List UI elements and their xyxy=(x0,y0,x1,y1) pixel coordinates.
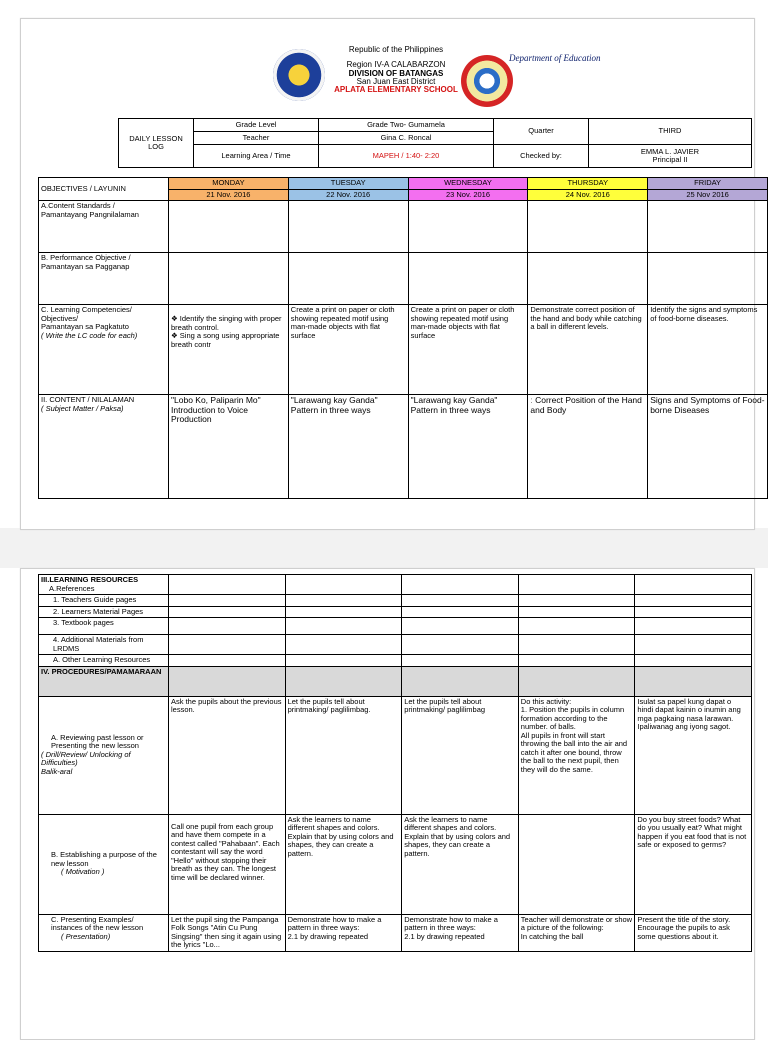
cell xyxy=(285,618,402,635)
cell xyxy=(285,655,402,667)
competency-monday: ❖ Identify the singing with proper breath control. ❖ Sing a song using appropriate breath contr xyxy=(169,305,289,395)
resources-cell xyxy=(39,575,169,595)
cell xyxy=(285,635,402,655)
content-monday: "Lobo Ko, Paliparin Mo" Introduction to Voice Production xyxy=(169,395,289,499)
region-line: Region IV-A CALABARZON xyxy=(346,60,446,69)
reviewing-cell xyxy=(39,696,169,814)
cell xyxy=(169,201,289,253)
purpose-monday: Call one pupil from each group and have them compete in a contest called "Pahabaan". Each contestant will say the word "Hello" without stopping their breath as they can. The longest time will be declared winner. xyxy=(169,814,286,914)
wednesday-header: WEDNESDAY xyxy=(408,178,528,190)
cell xyxy=(169,575,286,595)
content-tuesday: "Larawang kay Ganda" Pattern in three ways xyxy=(288,395,408,499)
cell xyxy=(635,666,752,696)
thursday-header: THURSDAY xyxy=(528,178,648,190)
reviewing-tuesday: Let the pupils tell about printmaking/ paglilimbag. xyxy=(285,696,402,814)
references-label: A.References xyxy=(49,583,95,593)
competencies-label: C. Learning Competencies/ Objectives/ Pamantayan sa Pagkatuto xyxy=(41,305,132,331)
friday-header: FRIDAY xyxy=(648,178,768,190)
cell xyxy=(402,655,519,667)
objectives-header: OBJECTIVES / LAYUNIN xyxy=(39,178,169,201)
friday-date: 25 Nov 2016 xyxy=(648,189,768,201)
presenting-tuesday: Demonstrate how to make a pattern in three ways: 2.1 by drawing repeated xyxy=(285,914,402,951)
teacher-label: Teacher xyxy=(194,132,319,145)
log-title: DAILY LESSON LOG xyxy=(119,119,194,168)
content-thursday: ː Correct Position of the Hand and Body xyxy=(528,395,648,499)
checked-title: Principal II xyxy=(652,155,688,164)
cell xyxy=(285,595,402,607)
reviewing-note-2: Balik-aral xyxy=(41,766,73,776)
cell xyxy=(518,635,635,655)
presenting-label: C. Presenting Examples/ instances of the new lesson xyxy=(51,914,144,932)
cell xyxy=(528,253,648,305)
letterhead xyxy=(21,19,754,119)
grade-level-value: Grade Two- Gumamela xyxy=(319,119,494,132)
republic-line: Republic of the Philippines xyxy=(348,45,444,54)
purpose-thursday xyxy=(518,814,635,914)
cell xyxy=(402,666,519,696)
competencies-note: ( Write the LC code for each) xyxy=(41,330,138,340)
area-label: Learning Area / Time xyxy=(194,145,319,168)
reviewing-monday: Ask the pupils about the previous lesson. xyxy=(169,696,286,814)
reviewing-label: A. Reviewing past lesson or Presenting the new lesson xyxy=(51,732,144,751)
monday-header: MONDAY xyxy=(169,178,289,190)
cell xyxy=(635,655,752,667)
cell xyxy=(635,575,752,595)
reviewing-friday: Isulat sa papel kung dapat o hindi dapat kainin o inumin ang mga pagkaing nasa larawan. Ipaliwanag ang iyong sagot. xyxy=(635,696,752,814)
tuesday-date: 22 Nov. 2016 xyxy=(288,189,408,201)
reviewing-note: ( Drill/Review/ Unlocking of Difficulties) xyxy=(41,749,131,768)
presenting-cell xyxy=(39,914,169,951)
cell xyxy=(408,201,528,253)
division-line: DIVISION OF BATANGAS xyxy=(348,69,444,78)
competency-tuesday: Create a print on paper or cloth showing repeated motif using man-made objects with flat surface xyxy=(288,305,408,395)
competency-friday: Identify the signs and symptoms of food-borne diseases. xyxy=(648,305,768,395)
tg-pages-label: 1. Teachers Guide pages xyxy=(39,595,169,607)
cell xyxy=(169,253,289,305)
cell xyxy=(635,635,752,655)
grade-level-label: Grade Level xyxy=(194,119,319,132)
content-cell xyxy=(39,395,169,499)
teacher-value: Gina C. Roncal xyxy=(319,132,494,145)
purpose-tuesday: Ask the learners to name different shapes and colors. Explain that by using colors and shapes, they can create a pattern. xyxy=(285,814,402,914)
lm-pages-label: 2. Learners Material Pages xyxy=(39,606,169,618)
reviewing-thursday: Do this activity: 1. Position the pupils in column formation according to the number. of balls. All pupils in front will start throwing the ball into the air and catch it after one bound, throw the ball to the next pupil, then they will do the same. xyxy=(518,696,635,814)
presenting-friday: Present the title of the story. Encourage the pupils to ask some questions about it. xyxy=(635,914,752,951)
objectives-table xyxy=(38,177,768,499)
cell xyxy=(169,635,286,655)
cell xyxy=(528,201,648,253)
cell xyxy=(518,618,635,635)
checked-name: EMMA L. JAVIER xyxy=(640,146,700,156)
cell xyxy=(408,253,528,305)
quarter-value: THIRD xyxy=(589,119,752,145)
other-resources-label: A. Other Learning Resources xyxy=(39,655,169,667)
department-name: Department of Education xyxy=(509,53,601,63)
info-table xyxy=(118,118,752,168)
cell xyxy=(518,595,635,607)
purpose-wednesday: Ask the learners to name different shapes and colors. Explain that by using colors and shapes, they can create a pattern. xyxy=(402,814,519,914)
quarter-label: Quarter xyxy=(494,119,589,145)
cell xyxy=(402,606,519,618)
district-line: San Juan East District xyxy=(356,77,436,86)
purpose-label: B. Establishing a purpose of the new lesson xyxy=(51,850,157,868)
school-name: APLATA ELEMENTARY SCHOOL xyxy=(334,85,458,94)
cell xyxy=(169,606,286,618)
cell xyxy=(648,253,768,305)
textbook-pages-label: 3. Textbook pages xyxy=(39,618,169,635)
cell xyxy=(169,595,286,607)
cell xyxy=(518,606,635,618)
cell xyxy=(402,575,519,595)
cell xyxy=(648,201,768,253)
checked-by xyxy=(589,145,752,168)
cell xyxy=(285,575,402,595)
content-friday: Signs and Symptoms of Food-borne Diseases xyxy=(648,395,768,499)
cell xyxy=(518,666,635,696)
cell xyxy=(285,666,402,696)
cell xyxy=(169,618,286,635)
purpose-cell xyxy=(39,814,169,914)
cell xyxy=(288,201,408,253)
procedures-title: IV. PROCEDURES/PAMAMARAAN xyxy=(39,666,169,696)
tuesday-header: TUESDAY xyxy=(288,178,408,190)
cell xyxy=(518,655,635,667)
competency-thursday: Demonstrate correct position of the hand and body while catching a ball in different levels. xyxy=(528,305,648,395)
competency-wednesday: Create a print on paper or cloth showing repeated motif using man-made objects with flat surface xyxy=(408,305,528,395)
cell xyxy=(635,606,752,618)
checked-label: Checked by: xyxy=(494,145,589,168)
cell xyxy=(402,595,519,607)
content-standards-label: A.Content Standards / Pamantayang Pangnilalaman xyxy=(39,201,169,253)
cell xyxy=(402,618,519,635)
presenting-note: ( Presentation) xyxy=(61,931,111,941)
cell xyxy=(285,606,402,618)
presenting-thursday: Teacher will demonstrate or show a picture of the following: In catching the ball xyxy=(518,914,635,951)
cell xyxy=(169,666,286,696)
cell xyxy=(169,655,286,667)
procedures-table xyxy=(38,574,752,952)
content-wednesday: "Larawang kay Ganda" Pattern in three ways xyxy=(408,395,528,499)
deped-seal-icon xyxy=(273,49,325,101)
monday-date: 21 Nov. 2016 xyxy=(169,189,289,201)
cell xyxy=(288,253,408,305)
cell xyxy=(402,635,519,655)
performance-objective-label: B. Performance Objective / Pamantayan sa Pagganap xyxy=(39,253,169,305)
cell xyxy=(635,618,752,635)
content-label: II. CONTENT / NILALAMAN xyxy=(41,395,135,404)
presenting-monday: Let the pupil sing the Pampanga Folk Songs "Atin Cu Pung Singsing" then sing it again using the lyrics "Lo... xyxy=(169,914,286,951)
reviewing-wednesday: Let the pupils tell about printmaking/ paglilimbag xyxy=(402,696,519,814)
resources-title: III.LEARNING RESOURCES xyxy=(41,575,139,584)
additional-materials-label: 4. Additional Materials from LRDMS xyxy=(39,635,169,655)
competencies-cell xyxy=(39,305,169,395)
cell xyxy=(635,595,752,607)
purpose-friday: Do you buy street foods? What do you usually eat? What might happen if you eat food that is not safe or exposed to germs? xyxy=(635,814,752,914)
thursday-date: 24 Nov. 2016 xyxy=(528,189,648,201)
page-gap xyxy=(0,528,768,568)
area-value: MAPEH / 1:40- 2:20 xyxy=(319,145,494,168)
presenting-wednesday: Demonstrate how to make a pattern in three ways: 2.1 by drawing repeated xyxy=(402,914,519,951)
cell xyxy=(518,575,635,595)
content-note: ( Subject Matter / Paksa) xyxy=(41,403,124,413)
purpose-note: ( Motivation ) xyxy=(61,867,105,877)
wednesday-date: 23 Nov. 2016 xyxy=(408,189,528,201)
